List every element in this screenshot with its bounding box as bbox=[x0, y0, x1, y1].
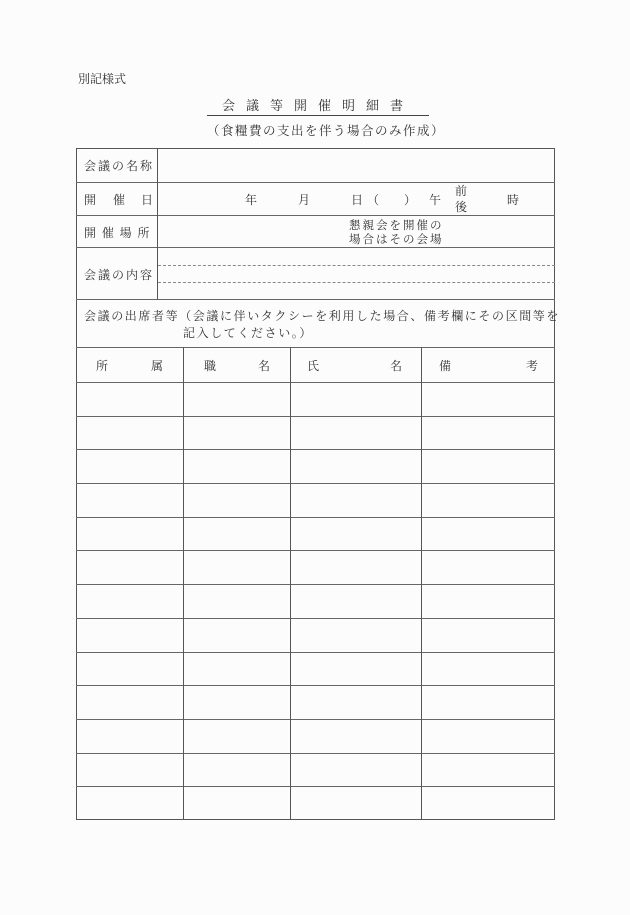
affiliation-cell[interactable] bbox=[77, 450, 183, 482]
col-name-2: 名 bbox=[390, 359, 403, 373]
remarks-cell[interactable] bbox=[422, 518, 554, 550]
content-field[interactable] bbox=[158, 248, 554, 298]
date-label-3: 日 bbox=[141, 193, 154, 207]
affiliation-cell[interactable] bbox=[77, 484, 183, 516]
remarks-cell[interactable] bbox=[422, 653, 554, 685]
position-cell[interactable] bbox=[184, 720, 290, 752]
attendees-heading: 会議の出席者等（会議に伴いタクシーを利用した場合、備考欄にその区間等を bbox=[84, 309, 561, 323]
remarks-cell[interactable] bbox=[422, 383, 554, 415]
name-cell[interactable] bbox=[291, 585, 421, 617]
document-title: 会議等開催明細書 bbox=[207, 95, 429, 116]
name-cell[interactable] bbox=[291, 417, 421, 449]
venue-label: 開 催 場 所 bbox=[84, 226, 151, 240]
am-label[interactable]: 前 bbox=[455, 184, 468, 198]
hour-label: 時 bbox=[507, 193, 520, 207]
position-cell[interactable] bbox=[184, 383, 290, 415]
position-cell[interactable] bbox=[184, 417, 290, 449]
remarks-cell[interactable] bbox=[422, 686, 554, 718]
remarks-cell[interactable] bbox=[422, 551, 554, 583]
year-label: 年 bbox=[245, 193, 258, 207]
day-label: 日（ bbox=[351, 193, 384, 207]
divider bbox=[76, 299, 555, 300]
affiliation-cell[interactable] bbox=[77, 787, 183, 819]
col-remarks-1: 備 bbox=[439, 359, 452, 373]
remarks-cell[interactable] bbox=[422, 754, 554, 786]
remarks-cell[interactable] bbox=[422, 787, 554, 819]
attendees-heading-line2: 記入してください。） bbox=[183, 326, 314, 340]
remarks-cell[interactable] bbox=[422, 619, 554, 651]
name-cell[interactable] bbox=[291, 383, 421, 415]
affiliation-cell[interactable] bbox=[77, 754, 183, 786]
name-cell[interactable] bbox=[291, 720, 421, 752]
name-cell[interactable] bbox=[291, 450, 421, 482]
date-label-2: 催 bbox=[113, 193, 126, 207]
position-cell[interactable] bbox=[184, 551, 290, 583]
position-cell[interactable] bbox=[184, 450, 290, 482]
position-cell[interactable] bbox=[184, 518, 290, 550]
position-cell[interactable] bbox=[184, 686, 290, 718]
col-position-2: 名 bbox=[258, 359, 271, 373]
affiliation-cell[interactable] bbox=[77, 686, 183, 718]
position-cell[interactable] bbox=[184, 484, 290, 516]
month-label: 月 bbox=[298, 193, 311, 207]
affiliation-cell[interactable] bbox=[77, 585, 183, 617]
remarks-cell[interactable] bbox=[422, 450, 554, 482]
divider bbox=[76, 182, 555, 183]
weekday-paren-close: ） bbox=[404, 193, 417, 207]
position-cell[interactable] bbox=[184, 619, 290, 651]
content-label: 会議の内容 bbox=[84, 268, 155, 282]
affiliation-cell[interactable] bbox=[77, 551, 183, 583]
remarks-cell[interactable] bbox=[422, 720, 554, 752]
position-cell[interactable] bbox=[184, 653, 290, 685]
meeting-name-field[interactable] bbox=[158, 149, 554, 181]
position-cell[interactable] bbox=[184, 754, 290, 786]
col-affiliation-2: 属 bbox=[151, 359, 164, 373]
name-cell[interactable] bbox=[291, 484, 421, 516]
affiliation-cell[interactable] bbox=[77, 518, 183, 550]
document-subtitle: （食糧費の支出を伴う場合のみ作成） bbox=[207, 123, 446, 138]
venue-note-line1: 懇親会を開催の bbox=[349, 218, 444, 232]
affiliation-cell[interactable] bbox=[77, 653, 183, 685]
col-name-1: 氏 bbox=[307, 359, 320, 373]
remarks-cell[interactable] bbox=[422, 417, 554, 449]
remarks-cell[interactable] bbox=[422, 484, 554, 516]
pm-label[interactable]: 後 bbox=[455, 200, 468, 214]
name-cell[interactable] bbox=[291, 754, 421, 786]
col-remarks-2: 考 bbox=[526, 359, 539, 373]
form-note: 別記様式 bbox=[78, 72, 127, 86]
venue-note-line2: 場合はその会場 bbox=[349, 232, 444, 246]
name-cell[interactable] bbox=[291, 686, 421, 718]
col-affiliation-1: 所 bbox=[96, 359, 109, 373]
venue-field[interactable] bbox=[158, 216, 554, 246]
affiliation-cell[interactable] bbox=[77, 417, 183, 449]
name-cell[interactable] bbox=[291, 787, 421, 819]
gozen-gogo-suffix: 午 bbox=[429, 193, 442, 207]
date-label-1: 開 bbox=[84, 193, 97, 207]
affiliation-cell[interactable] bbox=[77, 619, 183, 651]
divider bbox=[76, 347, 555, 348]
name-cell[interactable] bbox=[291, 653, 421, 685]
remarks-cell[interactable] bbox=[422, 585, 554, 617]
affiliation-cell[interactable] bbox=[77, 720, 183, 752]
col-position-1: 職 bbox=[204, 359, 217, 373]
position-cell[interactable] bbox=[184, 787, 290, 819]
position-cell[interactable] bbox=[184, 585, 290, 617]
name-cell[interactable] bbox=[291, 551, 421, 583]
name-cell[interactable] bbox=[291, 518, 421, 550]
meeting-name-label: 会議の名称 bbox=[84, 159, 155, 173]
affiliation-cell[interactable] bbox=[77, 383, 183, 415]
name-cell[interactable] bbox=[291, 619, 421, 651]
